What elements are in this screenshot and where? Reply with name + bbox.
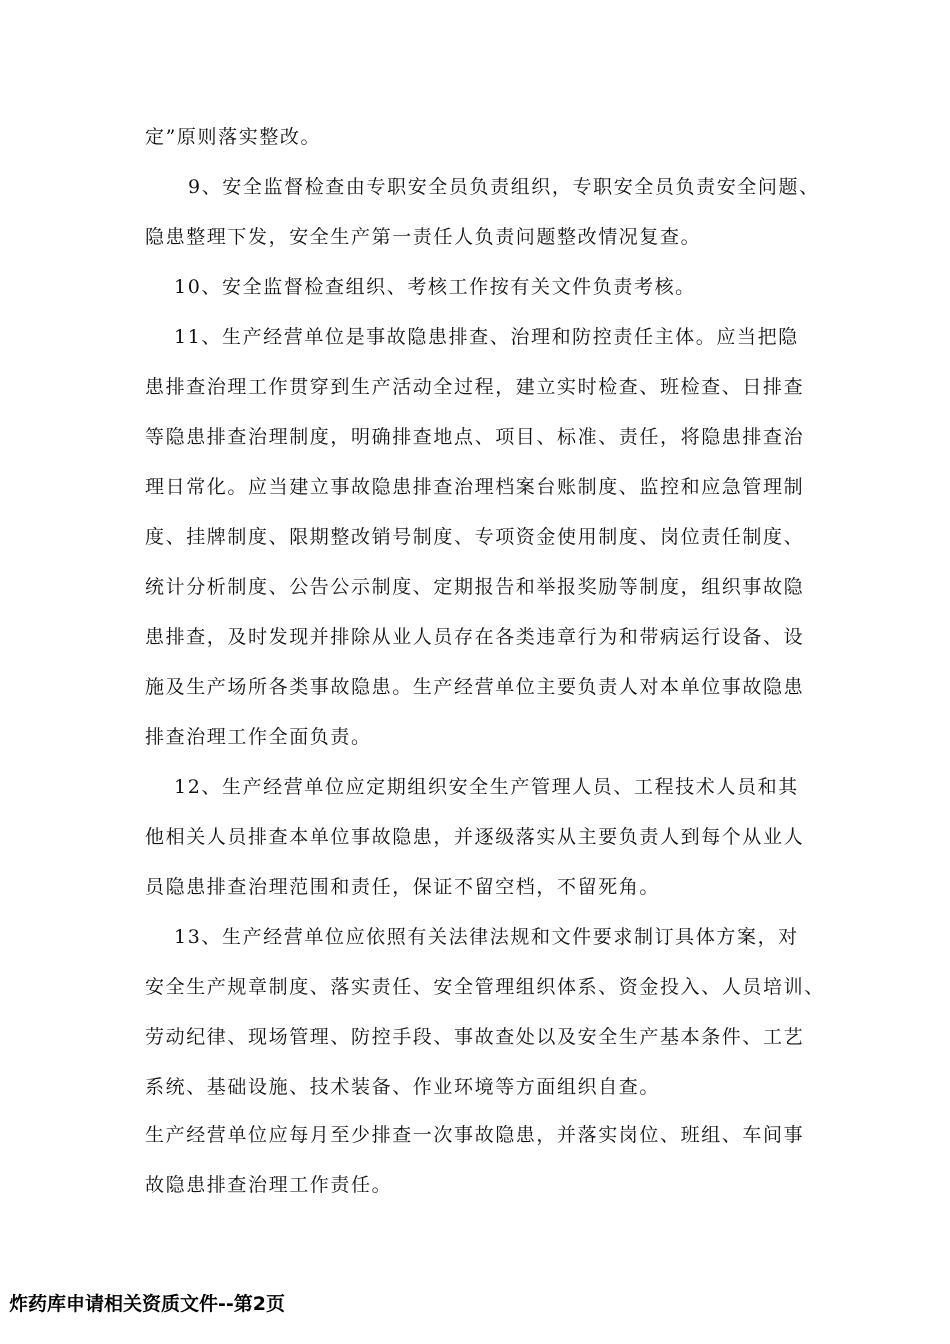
paragraph-line: 排查治理工作全面负责。 bbox=[145, 726, 372, 748]
paragraph-line: 10、安全监督检查组织、考核工作按有关文件负责考核。 bbox=[174, 276, 696, 298]
paragraph-line: 患排查，及时发现并排除从业人员存在各类违章行为和带病运行设备、设 bbox=[145, 626, 805, 648]
page-footer: 炸药库申请相关资质文件--第2页 bbox=[9, 1293, 285, 1315]
paragraph-line: 11、生产经营单位是事故隐患排查、治理和防控责任主体。应当把隐 bbox=[174, 326, 799, 348]
paragraph-line: 隐患整理下发，安全生产第一责任人负责问题整改情况复查。 bbox=[145, 226, 702, 248]
paragraph-line: 故隐患排查治理工作责任。 bbox=[145, 1174, 393, 1196]
paragraph-line: 生产经营单位应每月至少排查一次事故隐患，并落实岗位、班组、车间事 bbox=[145, 1124, 805, 1146]
paragraph-line: 患排查治理工作贯穿到生产活动全过程，建立实时检查、班检查、日排查 bbox=[145, 376, 805, 398]
paragraph-line: 施及生产场所各类事故隐患。生产经营单位主要负责人对本单位事故隐患 bbox=[145, 676, 805, 698]
paragraph-line: 定”原则落实整改。 bbox=[145, 126, 322, 148]
paragraph-line: 劳动纪律、现场管理、防控手段、事故查处以及安全生产基本条件、工艺 bbox=[145, 1026, 805, 1048]
paragraph-line: 统计分析制度、公告公示制度、定期报告和举报奖励等制度，组织事故隐 bbox=[145, 576, 805, 598]
paragraph-line: 9、安全监督检查由专职安全员负责组织，专职安全员负责安全问题、 bbox=[188, 176, 820, 198]
paragraph-line: 等隐患排查治理制度，明确排查地点、项目、标准、责任，将隐患排查治 bbox=[145, 426, 805, 448]
paragraph-line: 员隐患排查治理范围和责任，保证不留空档，不留死角。 bbox=[145, 876, 661, 898]
paragraph-line: 安全生产规章制度、落实责任、安全管理组织体系、资金投入、人员培训、 bbox=[145, 976, 825, 998]
paragraph-line: 理日常化。应当建立事故隐患排查治理档案台账制度、监控和应急管理制 bbox=[145, 476, 805, 498]
paragraph-line: 度、挂牌制度、限期整改销号制度、专项资金使用制度、岗位责任制度、 bbox=[145, 526, 805, 548]
paragraph-line: 12、生产经营单位应定期组织安全生产管理人员、工程技术人员和其 bbox=[174, 776, 799, 798]
paragraph-line: 13、生产经营单位应依照有关法律法规和文件要求制订具体方案，对 bbox=[174, 926, 799, 948]
paragraph-line: 系统、基础设施、技术装备、作业环境等方面组织自查。 bbox=[145, 1076, 661, 1098]
paragraph-line: 他相关人员排查本单位事故隐患，并逐级落实从主要负责人到每个从业人 bbox=[145, 826, 805, 848]
